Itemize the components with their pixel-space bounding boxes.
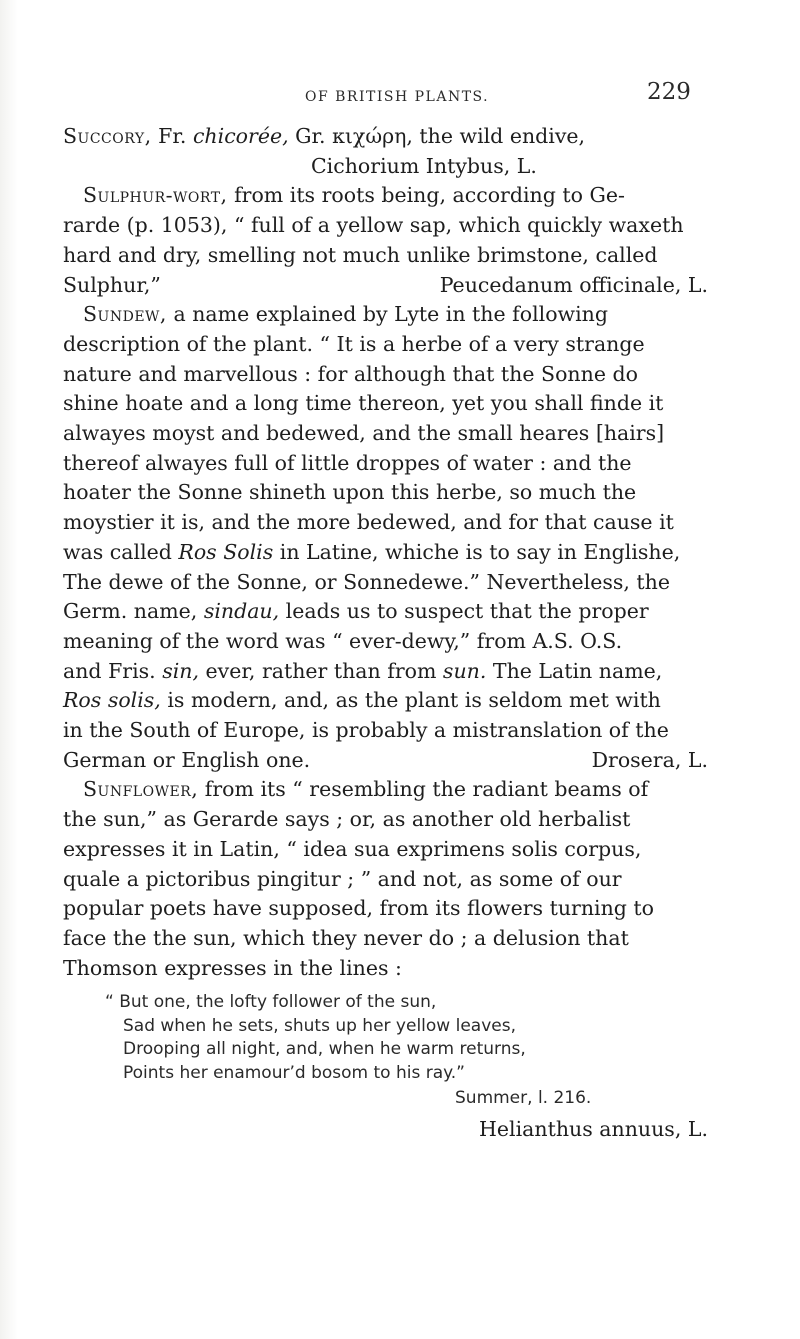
- body-text: [63, 122, 726, 1145]
- running-head: OF BRITISH PLANTS.: [305, 89, 490, 105]
- entry-sunflower: [63, 775, 726, 1144]
- entry-line: in the South of Europe, is probably a mistranslation of the: [63, 718, 669, 743]
- entry-text: a name explained by Lyte in the following: [166, 302, 608, 327]
- entry-text: The Latin name,: [486, 658, 663, 683]
- poem-line: “ But one, the lofty follower of the sun,: [105, 992, 437, 1013]
- entry-text: in Latine, whiche is to say in Englishe,: [273, 539, 681, 564]
- entry-headword: Sunflower,: [83, 777, 199, 802]
- entry-text: from its “ resembling the radiant beams of: [198, 777, 649, 802]
- entry-line: expresses it in Latin, “ idea sua exprimens solis corpus,: [63, 836, 642, 861]
- entry-line: alwayes moyst and bedewed, and the small heares [hairs]: [63, 421, 665, 446]
- entry-succory: [63, 122, 726, 181]
- entry-text: leads us to suspect that the proper: [279, 599, 649, 624]
- entry-text: German or English one.: [63, 747, 311, 772]
- entry-text-italic: sin,: [162, 658, 199, 683]
- entry-text: from its roots being, according to Ge-: [227, 183, 625, 208]
- entry-headword: Sundew,: [83, 302, 167, 327]
- entry-text: and Fris.: [63, 658, 163, 683]
- entry-text: was called: [63, 539, 179, 564]
- entry-line: meaning of the word was “ ever-dewy,” from A.S. O.S.: [63, 628, 623, 653]
- entry-text: Gr. κιχώρη, the wild endive,: [288, 124, 586, 148]
- entry-text-italic: Ros solis,: [63, 688, 161, 713]
- entry-line: hard and dry, smelling not much unlike brimstone, called: [63, 242, 658, 267]
- entry-line: nature and marvellous : for although that the Sonne do: [63, 361, 638, 386]
- entry-text-italic: Ros Solis: [178, 539, 274, 564]
- entry-line: description of the plant. “ It is a herbe of a very strange: [63, 331, 645, 356]
- entry-line: Cichorium Intybus, L.: [311, 153, 537, 178]
- entry-text: is modern, and, as the plant is seldom met with: [160, 688, 661, 713]
- entry-line: rarde (p. 1053), “ full of a yellow sap, which quickly waxeth: [63, 213, 684, 238]
- entry-line: shine hoate and a long time thereon, yet you shall finde it: [63, 391, 664, 416]
- botanical-name: Drosera, L.: [591, 747, 708, 772]
- entry-sundew: [63, 300, 726, 775]
- entry-text-italic: sun.: [442, 658, 487, 683]
- botanical-name: Helianthus annuus, L.: [479, 1116, 708, 1141]
- botanical-name: Peucedanum officinale, L.: [439, 272, 708, 297]
- entry-text: Fr.: [151, 124, 193, 148]
- entry-line: moystier it is, and the more bedewed, and for that cause it: [63, 510, 674, 535]
- entry-line: Thomson expresses in the lines :: [63, 955, 402, 980]
- entry-text: ever, rather than from: [199, 658, 443, 683]
- entry-text: Sulphur,”: [63, 272, 161, 297]
- page-number: 229: [647, 79, 691, 105]
- entry-text-italic: sindau,: [203, 599, 280, 624]
- entry-text: Germ. name,: [63, 599, 204, 624]
- poem-line: Points her enamour’d bosom to his ray.”: [123, 1062, 465, 1083]
- entry-line: popular poets have supposed, from its flowers turning to: [63, 896, 654, 921]
- poem-line: Sad when he sets, shuts up her yellow leaves,: [123, 1015, 516, 1036]
- entry-line: The dewe of the Sonne, or Sonnedewe.” Nevertheless, the: [63, 569, 670, 594]
- entry-headword: Sulphur-wort,: [83, 183, 228, 208]
- entry-line: hoater the Sonne shineth upon this herbe, so much the: [63, 480, 637, 505]
- entry-line: quale a pictoribus pingitur ; ” and not, as some of our: [63, 866, 622, 891]
- quoted-poem: [105, 991, 726, 1111]
- poem-citation: Summer, l. 216.: [455, 1088, 592, 1109]
- entry-sulphurwort: [63, 181, 726, 300]
- poem-line: Drooping all night, and, when he warm returns,: [123, 1039, 526, 1060]
- entry-line: face the the sun, which they never do ; a delusion that: [63, 925, 629, 950]
- entry-text-italic: chicorée,: [192, 124, 289, 148]
- entry-headword: Succory,: [63, 124, 152, 148]
- entry-line: the sun,” as Gerarde says ; or, as another old herbalist: [63, 807, 631, 832]
- entry-line: thereof alwayes full of little droppes of water : and the: [63, 450, 632, 475]
